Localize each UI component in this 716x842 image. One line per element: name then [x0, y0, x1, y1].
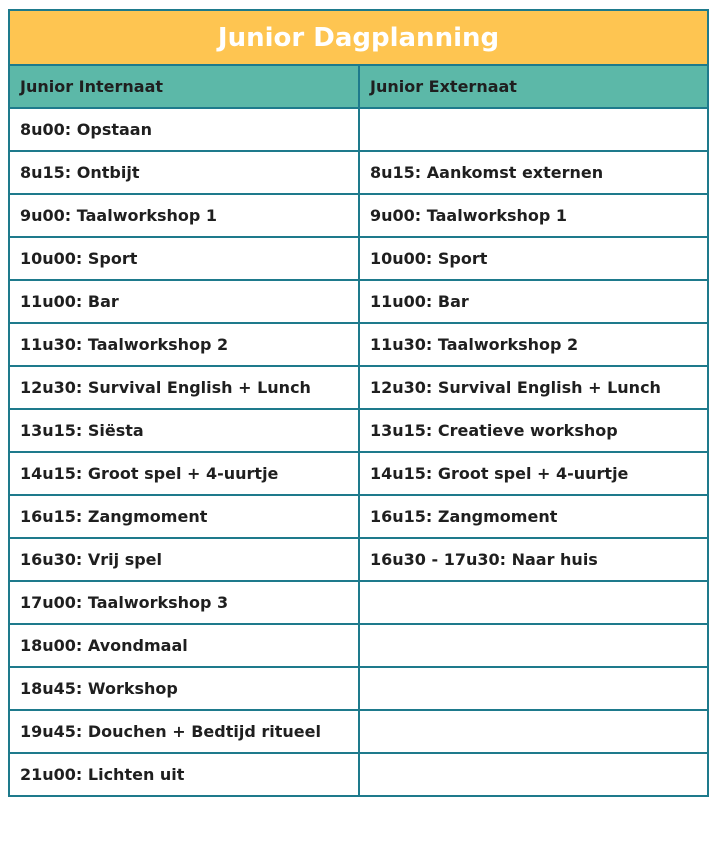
- externaat-cell: 11u00: Bar: [359, 280, 708, 323]
- externaat-cell: [359, 108, 708, 151]
- table-row: [9, 624, 708, 667]
- internaat-cell: 16u30: Vrij spel: [9, 538, 359, 581]
- externaat-cell: [359, 624, 708, 667]
- externaat-cell: 9u00: Taalworkshop 1: [359, 194, 708, 237]
- internaat-cell: 10u00: Sport: [9, 237, 359, 280]
- table-row: [9, 323, 708, 366]
- internaat-cell: 14u15: Groot spel + 4-uurtje: [9, 452, 359, 495]
- internaat-cell: 16u15: Zangmoment: [9, 495, 359, 538]
- internaat-cell: 19u45: Douchen + Bedtijd ritueel: [9, 710, 359, 753]
- externaat-cell: [359, 710, 708, 753]
- internaat-cell: 9u00: Taalworkshop 1: [9, 194, 359, 237]
- internaat-cell: 12u30: Survival English + Lunch: [9, 366, 359, 409]
- externaat-cell: [359, 753, 708, 796]
- table-row: [9, 581, 708, 624]
- externaat-cell: 16u30 - 17u30: Naar huis: [359, 538, 708, 581]
- externaat-cell: [359, 581, 708, 624]
- internaat-cell: 11u30: Taalworkshop 2: [9, 323, 359, 366]
- externaat-cell: 16u15: Zangmoment: [359, 495, 708, 538]
- internaat-cell: 13u15: Siësta: [9, 409, 359, 452]
- externaat-cell: 12u30: Survival English + Lunch: [359, 366, 708, 409]
- externaat-cell: 8u15: Aankomst externen: [359, 151, 708, 194]
- table-row: [9, 710, 708, 753]
- table-row: [9, 280, 708, 323]
- table-row: [9, 194, 708, 237]
- internaat-cell: 18u00: Avondmaal: [9, 624, 359, 667]
- column-header-internaat: Junior Internaat: [9, 65, 359, 108]
- table-row: [9, 108, 708, 151]
- externaat-cell: 10u00: Sport: [359, 237, 708, 280]
- header-row: [9, 65, 708, 108]
- table-row: [9, 409, 708, 452]
- internaat-cell: 8u15: Ontbijt: [9, 151, 359, 194]
- schedule-table: [8, 9, 709, 797]
- externaat-cell: 14u15: Groot spel + 4-uurtje: [359, 452, 708, 495]
- externaat-cell: 11u30: Taalworkshop 2: [359, 323, 708, 366]
- table-title: Junior Dagplanning: [9, 10, 708, 65]
- table-row: [9, 495, 708, 538]
- column-header-externaat: Junior Externaat: [359, 65, 708, 108]
- table-row: [9, 452, 708, 495]
- internaat-cell: 17u00: Taalworkshop 3: [9, 581, 359, 624]
- title-row: [9, 10, 708, 65]
- internaat-cell: 18u45: Workshop: [9, 667, 359, 710]
- table-row: [9, 667, 708, 710]
- internaat-cell: 11u00: Bar: [9, 280, 359, 323]
- table-row: [9, 538, 708, 581]
- internaat-cell: 21u00: Lichten uit: [9, 753, 359, 796]
- internaat-cell: 8u00: Opstaan: [9, 108, 359, 151]
- externaat-cell: [359, 667, 708, 710]
- table-row: [9, 366, 708, 409]
- externaat-cell: 13u15: Creatieve workshop: [359, 409, 708, 452]
- table-row: [9, 753, 708, 796]
- table-row: [9, 237, 708, 280]
- schedule-body: [9, 108, 708, 796]
- table-row: [9, 151, 708, 194]
